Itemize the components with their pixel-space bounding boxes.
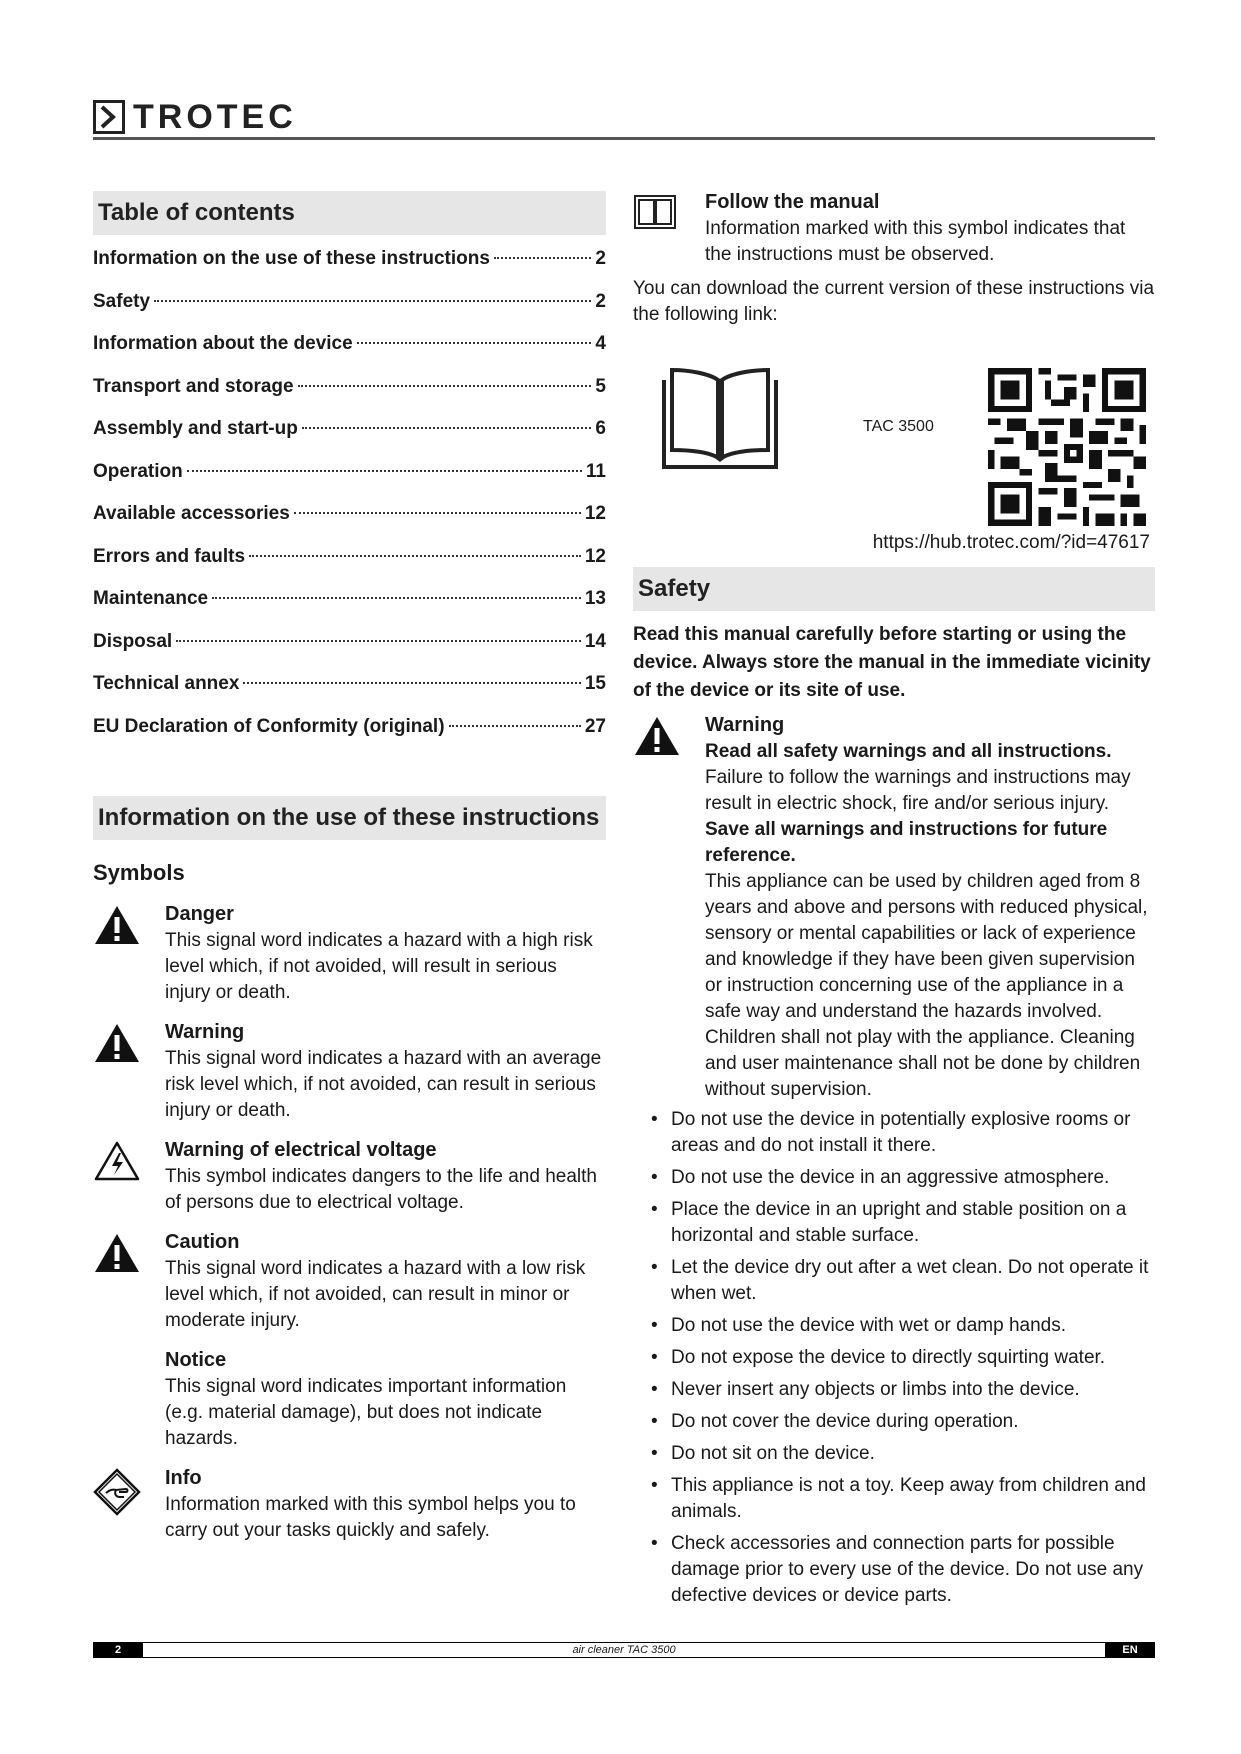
left-column <box>93 191 606 1544</box>
symbol-electrical-voltage: Warning of electrical voltage This symbol indicates dangers to the life and health of persons due to electrical voltage. <box>93 1136 606 1216</box>
large-manual-icon <box>660 366 780 471</box>
symbols-heading: Symbols <box>93 860 185 885</box>
list-item: • Do not use the device in potentially explosive rooms or areas and do not install it there. <box>633 1107 1155 1159</box>
footer-language: EN <box>1105 1643 1155 1657</box>
toc-title: Table of contents <box>93 191 606 235</box>
download-text: You can download the current version of these instructions via the following link: <box>633 278 1155 325</box>
toc-item[interactable]: Transport and storage 5 <box>93 375 606 397</box>
symbol-notice: Notice This signal word indicates important information (e.g. material damage), but does not indicate hazards. <box>165 1349 567 1449</box>
safety-warning-text-2: This appliance can be used by children aged from 8 years and above and persons with reduced physical, sensory or mental capabilities or lack of experience and knowledge if they have been given supervision or instruction concerning use of the appliance in a safe way and understand the hazards involved. <box>705 871 1148 1022</box>
download-block <box>633 338 1155 528</box>
list-item: • Let the device dry out after a wet clean. Do not operate it when wet. <box>633 1255 1155 1307</box>
info-section-title: Information on the use of these instructions <box>93 796 606 840</box>
toc-item[interactable]: Errors and faults 12 <box>93 545 606 567</box>
list-item: • Do not use the device in an aggressive atmosphere. <box>633 1165 1155 1191</box>
symbol-caution: Caution This signal word indicates a hazard with a low risk level which, if not avoided, can result in minor or moderate injury. <box>93 1228 606 1334</box>
manual-book-icon <box>633 192 677 230</box>
download-url[interactable]: https://hub.trotec.com/?id=47617 <box>872 532 1150 553</box>
follow-manual-text: Information marked with this symbol indicates that the instructions must be observed. <box>705 218 1126 265</box>
list-item: • Check accessories and connection parts for possible damage prior to every use of the device. Do not use any defective devices or device parts. <box>633 1531 1155 1609</box>
safety-warning-block <box>633 711 1155 1103</box>
toc-item[interactable]: Technical annex 15 <box>93 673 606 694</box>
safety-section-title: Safety <box>633 567 1155 611</box>
list-item: • Place the device in an upright and stable position on a horizontal and stable surface. <box>633 1197 1155 1249</box>
follow-manual-block <box>633 188 1155 268</box>
safety-warning-bold-2: Save all warnings and instructions for future reference. <box>705 819 1108 866</box>
toc-item[interactable]: Assembly and start-up 6 <box>93 418 606 439</box>
warning-triangle-icon <box>633 715 681 757</box>
safety-warning-text-1: Failure to follow the warnings and instructions may result in electric shock, fire and/or serious injury. <box>705 767 1131 814</box>
follow-manual-title: Follow the manual <box>705 191 880 213</box>
warning-triangle-icon <box>93 1022 141 1064</box>
model-label: TAC 3500 <box>863 418 934 435</box>
toc-item[interactable]: Maintenance 13 <box>93 588 606 609</box>
toc-item[interactable]: Safety 2 <box>93 290 606 312</box>
list-item: • Never insert any objects or limbs into the device. <box>633 1377 1155 1403</box>
toc-item[interactable]: Operation 11 <box>93 460 606 482</box>
electrical-voltage-icon <box>93 1140 141 1182</box>
safety-warning-title: Warning <box>705 714 785 736</box>
safety-intro: Read this manual carefully before starting or using the device. Always store the manual in the immediate vicinity of the device or its site of use. <box>633 624 1151 701</box>
list-item: • Do not use the device with wet or damp hands. <box>633 1313 1155 1339</box>
toc-item[interactable]: EU Declaration of Conformity (original) 27 <box>93 715 606 737</box>
toc-item[interactable]: Disposal 14 <box>93 630 606 652</box>
toc-item[interactable]: Information on the use of these instructions 2 <box>93 248 606 269</box>
safety-warning-text-3: Children shall not play with the appliance. Cleaning and user maintenance shall not be done by children without supervision. <box>705 1027 1141 1100</box>
footer-title: air cleaner TAC 3500 <box>572 1644 676 1656</box>
safety-bullet-list <box>633 1107 1155 1609</box>
right-column <box>633 188 1155 1615</box>
brand-logo <box>93 97 297 136</box>
toc-list <box>93 248 606 758</box>
symbol-danger: Danger This signal word indicates a hazard with a high risk level which, if not avoided, will result in serious injury or death. <box>93 900 606 1006</box>
qr-code-icon[interactable] <box>988 368 1146 526</box>
list-item: • Do not cover the device during operation. <box>633 1409 1155 1435</box>
list-item: • This appliance is not a toy. Keep away from children and animals. <box>633 1473 1155 1525</box>
symbol-info: Info Information marked with this symbol helps you to carry out your tasks quickly and safely. <box>93 1464 606 1544</box>
toc-item[interactable]: Available accessories 12 <box>93 503 606 524</box>
danger-triangle-icon <box>93 904 141 946</box>
toc-item[interactable]: Information about the device 4 <box>93 333 606 354</box>
safety-warning-bold-1: Read all safety warnings and all instructions. <box>705 741 1112 762</box>
info-hand-icon <box>93 1468 141 1516</box>
caution-triangle-icon <box>93 1232 141 1274</box>
brand-name: TROTEC <box>133 97 297 136</box>
list-item: • Do not expose the device to directly squirting water. <box>633 1345 1155 1371</box>
list-item: • Do not sit on the device. <box>633 1441 1155 1467</box>
trotec-logo-icon <box>93 100 125 134</box>
symbol-warning: Warning This signal word indicates a hazard with an average risk level which, if not avoided, can result in serious injury or death. <box>93 1018 606 1124</box>
header-rule <box>93 137 1155 140</box>
footer-page-number: 2 <box>93 1643 143 1657</box>
symbol-list <box>93 900 606 1544</box>
